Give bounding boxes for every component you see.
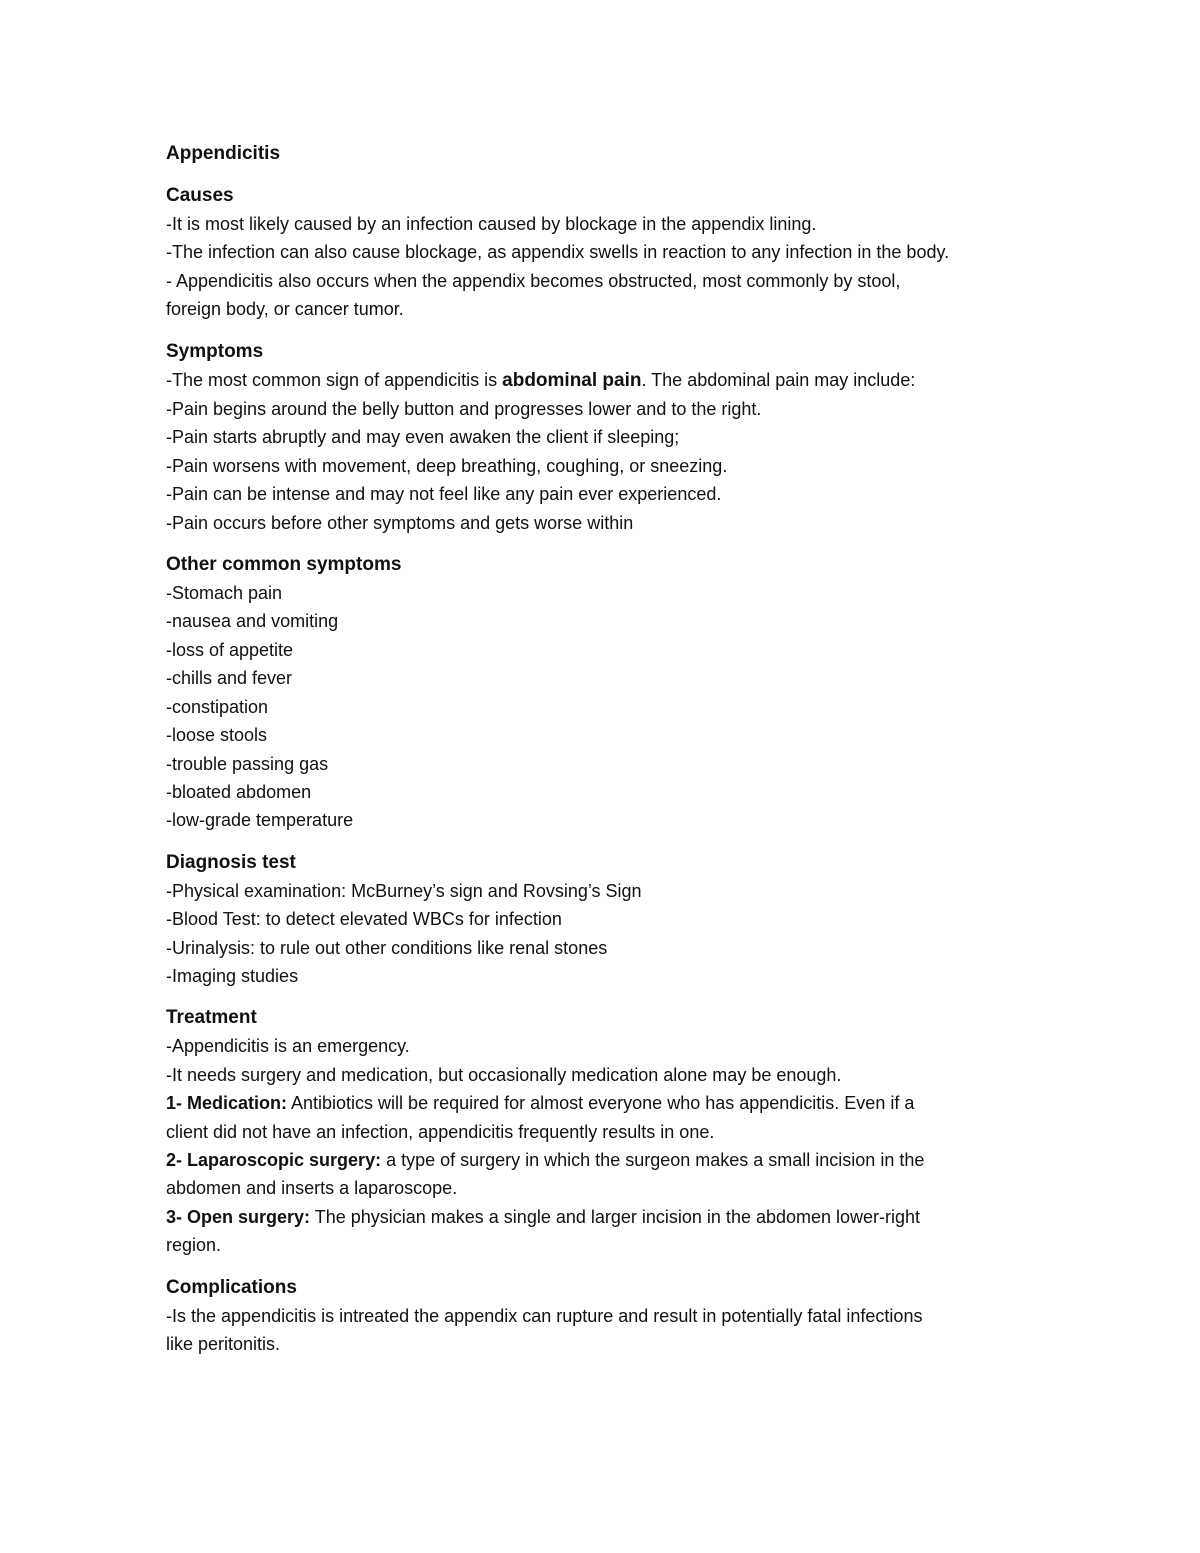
treatment-item-label: 1- Medication: — [166, 1093, 288, 1114]
symptoms-line: -Pain starts abruptly and may even awaken the client if sleeping; — [166, 427, 680, 448]
causes-line: -It is most likely caused by an infection caused by blockage in the appendix lining. — [166, 214, 817, 234]
document-body — [166, 140, 1046, 1372]
symptoms-line: -Pain occurs before other symptoms and gets worse within — [166, 512, 634, 533]
causes-line: foreign body, or cancer tumor. — [166, 299, 404, 320]
diagnosis-heading: Diagnosis test — [166, 851, 296, 873]
treatment-item — [166, 1146, 1046, 1174]
treatment-line: -It needs surgery and medication, but occasionally medication alone may be enough. — [166, 1064, 842, 1085]
symptoms-section — [166, 338, 1046, 537]
treatment-heading: Treatment — [166, 1007, 257, 1029]
causes-line: -The infection can also cause blockage, as appendix swells in reaction to any infection in the body. — [166, 242, 950, 263]
other-symptoms-line: -bloated abdomen — [166, 781, 312, 802]
other-symptoms-heading: Other common symptoms — [166, 554, 402, 576]
other-symptoms-line: -trouble passing gas — [166, 753, 329, 774]
symptoms-first-line-bold: abdominal pain — [502, 369, 642, 391]
treatment-item — [166, 1089, 1046, 1117]
other-symptoms-line: -loose stools — [166, 725, 268, 746]
treatment-item-continuation: client did not have an infection, appendicitis frequently results in one. — [166, 1121, 715, 1142]
other-symptoms-line: -Stomach pain — [166, 583, 283, 604]
complications-line: -Is the appendicitis is intreated the appendix can rupture and result in potentially fatal infections — [166, 1305, 923, 1326]
symptoms-first-line — [166, 366, 1046, 395]
other-symptoms-line: -low-grade temperature — [166, 810, 354, 831]
treatment-item-text: a type of surgery in which the surgeon makes a small incision in the — [381, 1149, 925, 1170]
treatment-item-label: 2- Laparoscopic surgery: — [166, 1149, 382, 1170]
diagnosis-line: -Blood Test: to detect elevated WBCs for infection — [166, 909, 562, 930]
other-symptoms-section — [166, 551, 1046, 835]
document-title: Appendicitis — [166, 143, 281, 164]
treatment-item — [166, 1203, 1046, 1231]
symptoms-first-line-after: . The abdominal pain may include: — [641, 369, 916, 390]
complications-line: like peritonitis. — [166, 1334, 281, 1354]
complications-heading: Complications — [166, 1276, 297, 1298]
causes-section — [166, 182, 1046, 324]
treatment-item-text: Antibiotics will be required for almost everyone who has appendicitis. Even if a — [287, 1093, 915, 1114]
treatment-item-label: 3- Open surgery: — [166, 1206, 311, 1227]
other-symptoms-line: -constipation — [166, 696, 269, 717]
symptoms-line: -Pain worsens with movement, deep breathing, coughing, or sneezing. — [166, 455, 728, 476]
other-symptoms-line: -loss of appetite — [166, 639, 294, 660]
complications-section — [166, 1274, 1046, 1359]
causes-line: - Appendicitis also occurs when the appendix becomes obstructed, most commonly by stool, — [166, 270, 901, 291]
diagnosis-line: -Urinalysis: to rule out other conditions like renal stones — [166, 937, 608, 958]
symptoms-heading: Symptoms — [166, 340, 264, 362]
treatment-line: -Appendicitis is an emergency. — [166, 1036, 410, 1057]
other-symptoms-line: -chills and fever — [166, 668, 293, 689]
treatment-item-continuation: region. — [166, 1235, 222, 1256]
treatment-item-continuation: abdomen and inserts a laparoscope. — [166, 1178, 458, 1199]
causes-heading: Causes — [166, 185, 234, 206]
diagnosis-line: -Physical examination: McBurney’s sign and Rovsing’s Sign — [166, 880, 642, 901]
diagnosis-line: -Imaging studies — [166, 965, 299, 986]
diagnosis-section — [166, 849, 1046, 991]
treatment-item-text: The physician makes a single and larger incision in the abdomen lower-right — [310, 1206, 921, 1227]
treatment-section — [166, 1004, 1046, 1259]
symptoms-line: -Pain begins around the belly button and progresses lower and to the right. — [166, 399, 762, 420]
symptoms-line: -Pain can be intense and may not feel like any pain ever experienced. — [166, 484, 722, 505]
symptoms-first-line-before: -The most common sign of appendicitis is — [166, 369, 503, 390]
other-symptoms-line: -nausea and vomiting — [166, 611, 339, 632]
